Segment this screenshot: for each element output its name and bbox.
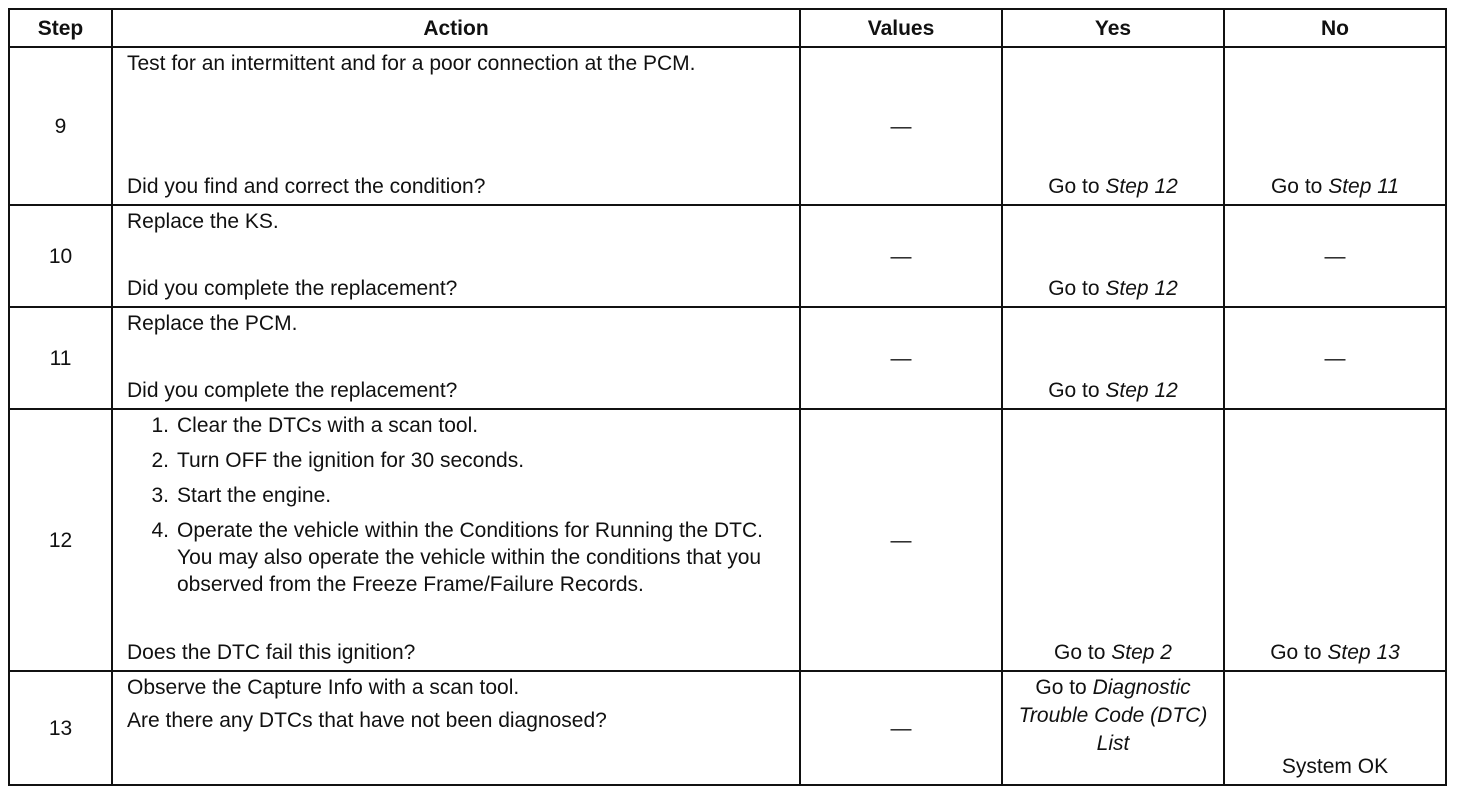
header-row (9, 9, 1446, 47)
action-cell (112, 409, 800, 671)
action-cell (112, 47, 800, 205)
values-cell: — (800, 671, 1002, 785)
list-item: 1. Clear the DTCs with a scan tool. (151, 414, 479, 437)
no-goto-link[interactable]: Go to Step 13 (1270, 641, 1400, 664)
action-text: Observe the Capture Info with a scan tool. (127, 676, 520, 699)
action-question: Does the DTC fail this ignition? (127, 641, 416, 664)
action-cell (112, 307, 800, 409)
action-question: Did you complete the replacement? (127, 277, 458, 300)
yes-goto-link[interactable]: Go to Step 12 (1048, 277, 1178, 300)
no-cell: — (1224, 205, 1446, 307)
action-cell (112, 671, 800, 785)
action-text: Replace the KS. (127, 210, 279, 233)
values-cell: — (800, 47, 1002, 205)
action-question: Did you complete the replacement? (127, 379, 458, 402)
table-row-step-11 (9, 307, 1446, 409)
no-cell (1224, 47, 1446, 205)
yes-cell (1002, 205, 1224, 307)
list-item: 3. Start the engine. (151, 484, 332, 507)
yes-goto-link[interactable]: Go to Step 2 (1054, 641, 1172, 664)
no-cell (1224, 409, 1446, 671)
table-row-step-10 (9, 205, 1446, 307)
yes-cell (1002, 671, 1224, 785)
yes-cell (1002, 307, 1224, 409)
yes-cell (1002, 409, 1224, 671)
action-question: Are there any DTCs that have not been diagnosed? (127, 709, 607, 732)
diagnostic-table (8, 8, 1447, 786)
header-values: Values (800, 9, 1002, 47)
yes-goto-link[interactable]: Go to Diagnostic Trouble Code (DTC) List (1018, 676, 1208, 755)
no-cell: — (1224, 307, 1446, 409)
yes-goto-link[interactable]: Go to Step 12 (1048, 379, 1178, 402)
table-row-step-9 (9, 47, 1446, 205)
values-cell: — (800, 409, 1002, 671)
action-question: Did you find and correct the condition? (127, 175, 486, 198)
step-number: 11 (9, 307, 112, 409)
step-number: 10 (9, 205, 112, 307)
action-cell (112, 205, 800, 307)
action-text: Test for an intermittent and for a poor connection at the PCM. (127, 52, 696, 75)
values-cell: — (800, 205, 1002, 307)
table-row-step-13 (9, 671, 1446, 785)
step-number: 12 (9, 409, 112, 671)
values-cell: — (800, 307, 1002, 409)
system-ok-label: System OK (1281, 755, 1389, 778)
step-number: 13 (9, 671, 112, 785)
yes-cell (1002, 47, 1224, 205)
step-number: 9 (9, 47, 112, 205)
action-text: Replace the PCM. (127, 312, 298, 335)
header-yes: Yes (1002, 9, 1224, 47)
no-goto-link[interactable]: Go to Step 11 (1270, 175, 1400, 198)
list-item: 4. Operate the vehicle within the Conditions for Running the DTC. You may also operate the vehicle within the conditions that you observed from the Freeze Frame/Failure Records. (151, 519, 763, 596)
yes-goto-link[interactable]: Go to Step 12 (1048, 175, 1178, 198)
no-cell (1224, 671, 1446, 785)
procedure-list (127, 412, 789, 598)
table-row-step-12 (9, 409, 1446, 671)
header-no: No (1224, 9, 1446, 47)
list-item: 2. Turn OFF the ignition for 30 seconds. (151, 449, 525, 472)
header-step: Step (9, 9, 112, 47)
header-action: Action (112, 9, 800, 47)
